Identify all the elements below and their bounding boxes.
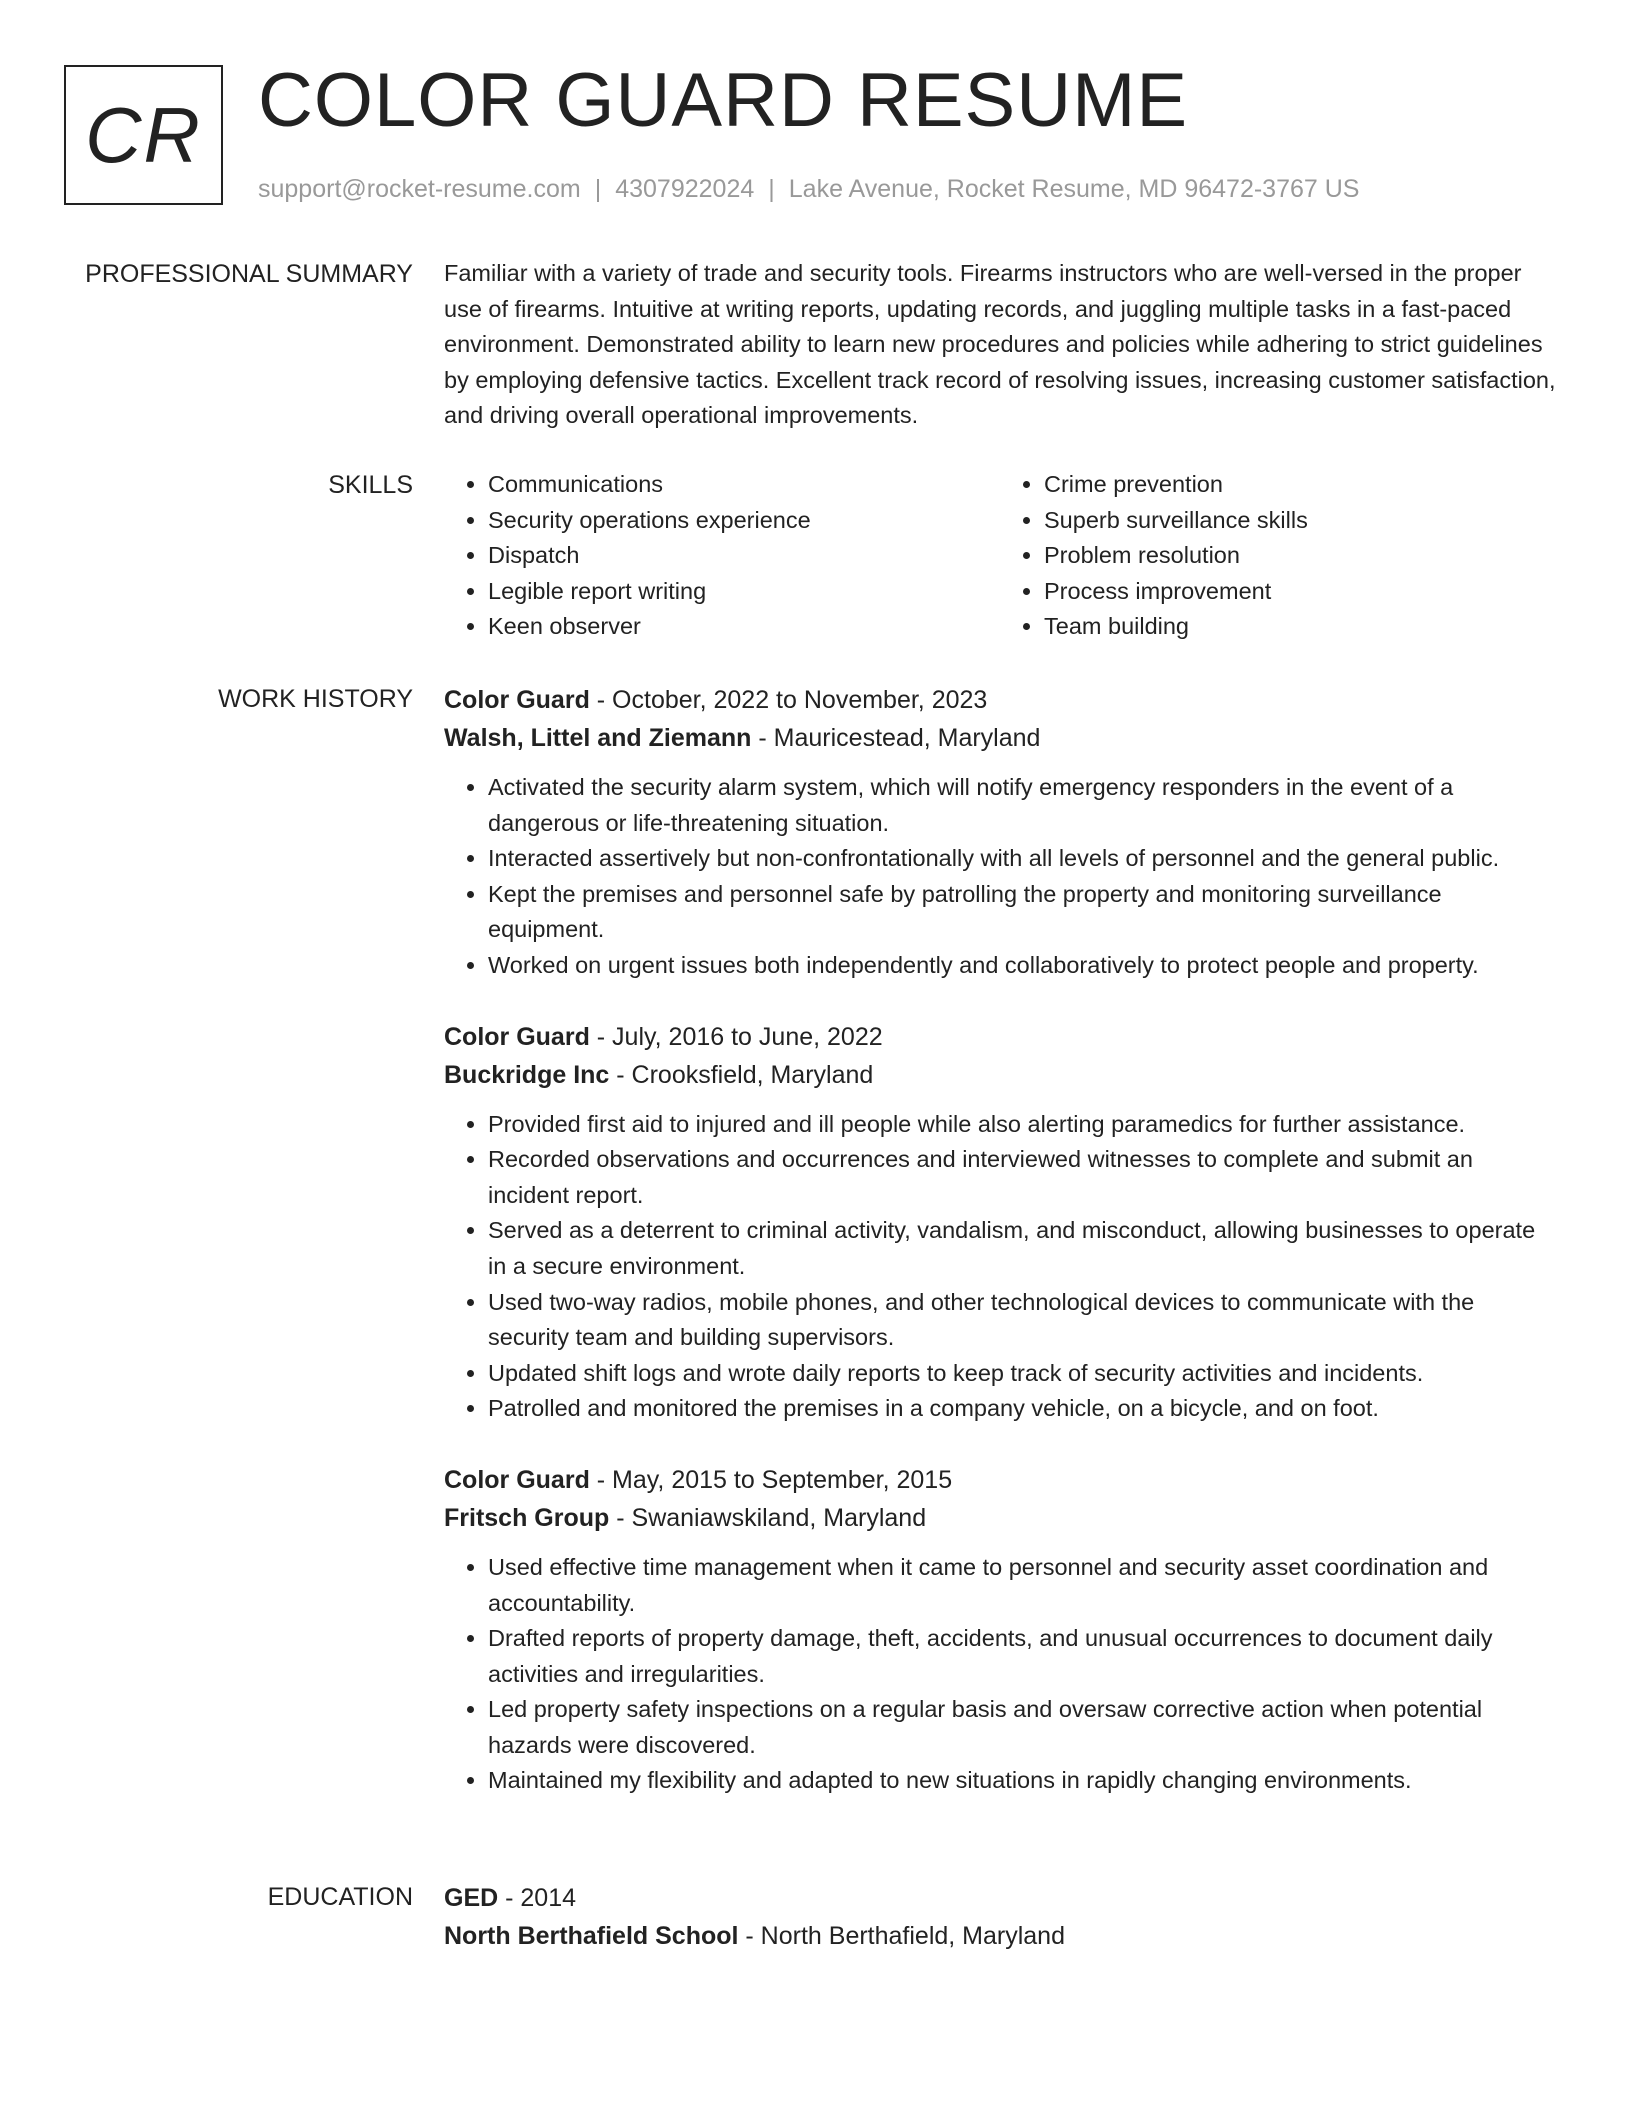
job-duty: • Patrolled and monitored the premises in a company vehicle, on a bicycle, and on foot. xyxy=(488,1391,1556,1427)
job-dates: - May, 2015 to September, 2015 xyxy=(589,1465,953,1494)
skill-item: • Crime prevention xyxy=(1044,467,1556,503)
job-duty: • Interacted assertively but non-confrontationally with all levels of personnel and the general public. xyxy=(488,841,1556,877)
education-year: - 2014 xyxy=(498,1884,577,1912)
skills-list-right xyxy=(1000,467,1556,645)
job-location: - Crooksfield, Maryland xyxy=(609,1060,874,1089)
job-duty: • Used two-way radios, mobile phones, and other technological devices to communicate with the security team and building supervisors. xyxy=(488,1285,1556,1356)
summary-body xyxy=(444,256,1556,434)
skills-grid xyxy=(444,467,1556,645)
contact-email: support@rocket-resume.com xyxy=(258,175,581,203)
summary-text: Familiar with a variety of trade and security tools. Firearms instructors who are well-versed in the proper use of firearms. Intuitive at writing reports, updating records, and juggling multiple tasks in a fast-paced environment. Demonstrated ability to learn new procedures and policies while adhering to strict guidelines by employing defensive tactics. Excellent track record of resolving issues, increasing customer satisfaction, and driving overall operational improvements. xyxy=(444,260,1556,429)
job-duty: • Activated the security alarm system, which will notify emergency responders in the event of a dangerous or life-threatening situation. xyxy=(488,770,1556,841)
skill-item: • Security operations experience xyxy=(488,503,1000,539)
job-title: Color Guard xyxy=(444,1022,590,1051)
monogram-initials: CR xyxy=(85,90,202,179)
job-duties-list xyxy=(444,770,1556,984)
skill-item: • Communications xyxy=(488,467,1000,503)
contact-separator: | xyxy=(768,175,775,203)
job-location: - Mauricestead, Maryland xyxy=(751,724,1041,752)
skill-item: • Legible report writing xyxy=(488,574,1000,610)
education-degree-line xyxy=(444,1879,1556,1917)
education-body xyxy=(444,1879,1556,1955)
skills-heading: SKILLS xyxy=(328,471,413,499)
contact-line xyxy=(258,172,1359,206)
skill-item: • Superb surveillance skills xyxy=(1044,503,1556,539)
job-duties-list xyxy=(444,1550,1556,1799)
job-entry xyxy=(444,681,1556,984)
job-company-line xyxy=(444,1499,1556,1537)
education-degree: GED xyxy=(444,1884,499,1912)
job-duty: • Used effective time management when it came to personnel and security asset coordination and accountability. xyxy=(488,1550,1556,1621)
job-dates: - October, 2022 to November, 2023 xyxy=(589,686,988,714)
resume-title: COLOR GUARD RESUME xyxy=(258,58,1189,143)
education-location: - North Berthafield, Maryland xyxy=(738,1922,1065,1950)
job-duty: • Provided first aid to injured and ill people while also alerting paramedics for further assistance. xyxy=(488,1107,1556,1143)
job-duty: • Kept the premises and personnel safe by patrolling the property and monitoring surveillance equipment. xyxy=(488,877,1556,948)
job-title: Color Guard xyxy=(444,686,590,714)
skill-item: • Process improvement xyxy=(1044,574,1556,610)
skills-body xyxy=(444,467,1556,645)
job-dates: - July, 2016 to June, 2022 xyxy=(589,1022,883,1051)
education-school-line xyxy=(444,1917,1556,1955)
job-title-line xyxy=(444,1018,1556,1056)
education-school: North Berthafield School xyxy=(444,1922,739,1950)
job-title-line xyxy=(444,681,1556,719)
job-duty: • Drafted reports of property damage, theft, accidents, and unusual occurrences to document daily activities and irregularities. xyxy=(488,1621,1556,1692)
skill-item: • Dispatch xyxy=(488,538,1000,574)
job-company-line xyxy=(444,1056,1556,1094)
contact-address: Lake Avenue, Rocket Resume, MD 96472-3767 US xyxy=(788,175,1360,203)
monogram-box xyxy=(64,65,223,205)
skills-list-left xyxy=(444,467,1000,645)
skill-item: • Team building xyxy=(1044,609,1556,645)
job-company: Buckridge Inc xyxy=(444,1060,610,1089)
job-duty: • Recorded observations and occurrences and interviewed witnesses to complete and submit an incident report. xyxy=(488,1142,1556,1213)
job-duty: • Maintained my flexibility and adapted to new situations in rapidly changing environments. xyxy=(488,1763,1556,1799)
job-entry xyxy=(444,1461,1556,1799)
job-company: Walsh, Littel and Ziemann xyxy=(444,724,752,752)
contact-separator: | xyxy=(594,175,602,203)
job-title: Color Guard xyxy=(444,1465,590,1494)
contact-phone: 4307922024 xyxy=(615,175,755,203)
job-duty: • Led property safety inspections on a regular basis and oversaw corrective action when potential hazards were discovered. xyxy=(488,1692,1556,1763)
job-company: Fritsch Group xyxy=(444,1503,610,1532)
job-duty: • Worked on urgent issues both independently and collaboratively to protect people and property. xyxy=(488,948,1556,984)
job-location: - Swaniawskiland, Maryland xyxy=(609,1503,927,1532)
job-title-line xyxy=(444,1461,1556,1499)
work-history-heading: WORK HISTORY xyxy=(218,685,413,713)
skill-item: • Keen observer xyxy=(488,609,1000,645)
education-heading: EDUCATION xyxy=(267,1883,413,1911)
job-duties-list xyxy=(444,1107,1556,1427)
summary-heading: PROFESSIONAL SUMMARY xyxy=(85,260,413,288)
work-history-body xyxy=(444,681,1556,1833)
job-duty: • Served as a deterrent to criminal activity, vandalism, and misconduct, allowing businesses to operate in a secure environment. xyxy=(488,1213,1556,1284)
job-company-line xyxy=(444,719,1556,757)
job-duty: • Updated shift logs and wrote daily reports to keep track of security activities and incidents. xyxy=(488,1356,1556,1392)
skill-item: • Problem resolution xyxy=(1044,538,1556,574)
job-entry xyxy=(444,1018,1556,1427)
